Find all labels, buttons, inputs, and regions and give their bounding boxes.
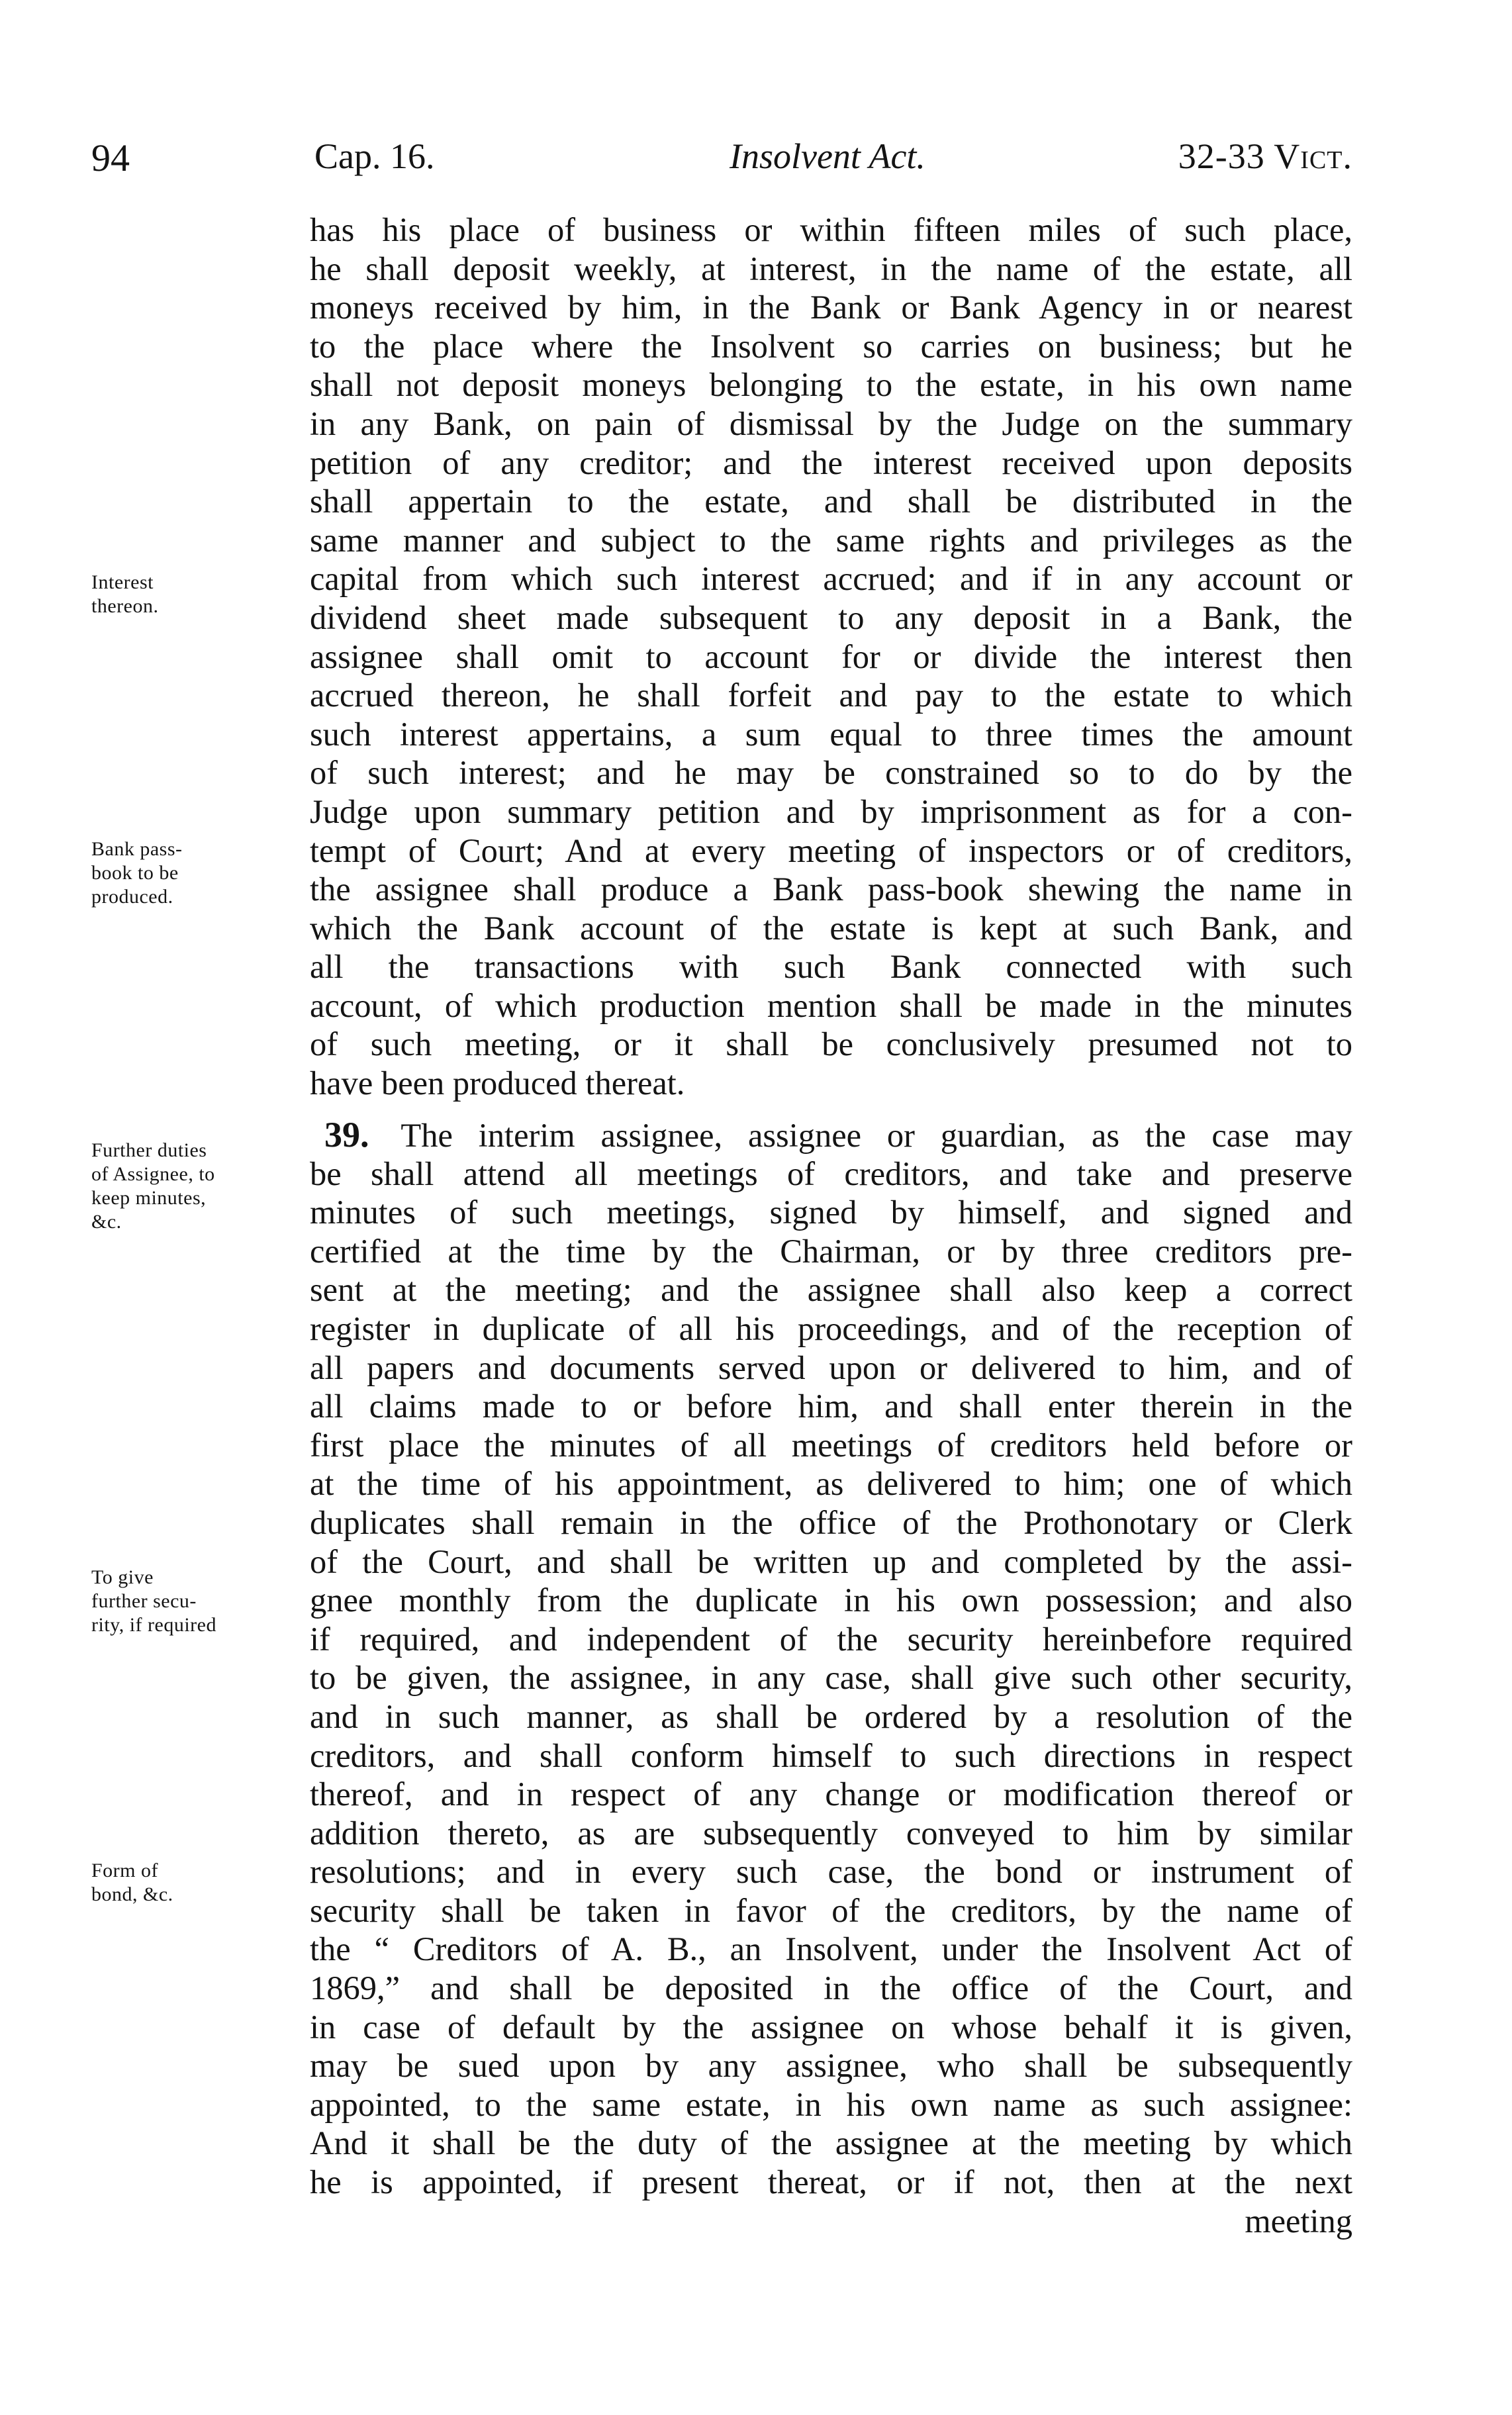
text-line: the assignee shall produce a Bank pass-book shewing the name in [310, 871, 1352, 908]
text-line: minutes of such meetings, signed by himself, and signed and [310, 1194, 1352, 1231]
text-line: in any Bank, on pain of dismissal by the Judge on the summary [310, 404, 1352, 442]
section-39-first-line [310, 1115, 1352, 1155]
text-line: accrued thereon, he shall forfeit and pay to the estate to which [310, 677, 1352, 714]
text-line: all the transactions with such Bank connected with such [310, 948, 1352, 986]
text-line: he is appointed, if present thereat, or if not, then at the next [310, 2163, 1352, 2201]
section-39-body [310, 1155, 1352, 2202]
text-line: security shall be taken in favor of the creditors, by the name of [310, 1891, 1352, 1929]
text-line: all papers and documents served upon or delivered to him, and of [310, 1349, 1352, 1386]
text-line: first place the minutes of all meetings of creditors held before or [310, 1426, 1352, 1464]
text-line: all claims made to or before him, and shall enter therein in the [310, 1388, 1352, 1425]
page-number: 94 [91, 136, 130, 179]
text-line: to be given, the assignee, in any case, shall give such other security, [310, 1659, 1352, 1697]
margin-note-line: bond, &c. [91, 1883, 173, 1905]
text-line: if required, and independent of the security hereinbefore required [310, 1620, 1352, 1658]
margin-note-line: book to be [91, 862, 179, 884]
margin-note-line: rity, if required [91, 1614, 216, 1636]
text-line: be shall attend all meetings of creditors, and take and preserve [310, 1155, 1352, 1192]
text-line: he shall deposit weekly, at interest, in the name of the estate, all [310, 250, 1352, 287]
chapter-number: Cap. 16. [314, 136, 435, 176]
text-line: has his place of business or within fifteen miles of such place, [310, 211, 1352, 248]
text-line: shall appertain to the estate, and shall be distributed in the [310, 483, 1352, 520]
margin-note-line: To give [91, 1566, 154, 1588]
margin-note-line: thereon. [91, 595, 159, 617]
text-line: and in such manner, as shall be ordered by a resolution of the [310, 1697, 1352, 1735]
text-line: of such interest; and he may be constrained so to do by the [310, 754, 1352, 792]
text-line: And it shall be the duty of the assignee at the meeting by which [310, 2124, 1352, 2162]
text-line: resolutions; and in every such case, the bond or instrument of [310, 1853, 1352, 1891]
text-line: gnee monthly from the duplicate in his own possession; and also [310, 1582, 1352, 1619]
margin-note-line: further secu- [91, 1590, 197, 1612]
text-line: account, of which production mention shall be made in the minutes [310, 986, 1352, 1024]
margin-note-line: of Assignee, to [91, 1163, 215, 1185]
margin-note-line: keep minutes, [91, 1187, 207, 1209]
text-line: thereof, and in respect of any change or modification thereof or [310, 1776, 1352, 1813]
text-line: petition of any creditor; and the interest received upon deposits [310, 444, 1352, 481]
section-39 [310, 1115, 1352, 2240]
text-line: of such meeting, or it shall be conclusively presumed not to [310, 1025, 1352, 1063]
text-line: assignee shall omit to account for or divide the interest then [310, 638, 1352, 675]
catchword: meeting [1245, 2202, 1352, 2240]
margin-note-bond [91, 1859, 310, 1907]
text-line: sent at the meeting; and the assignee shall also keep a correct [310, 1271, 1352, 1309]
text-line: creditors, and shall conform himself to such directions in respect [310, 1736, 1352, 1774]
text-line: dividend sheet made subsequent to any deposit in a Bank, the [310, 598, 1352, 636]
text-line: Judge upon summary petition and by imprisonment as for a con- [310, 792, 1352, 830]
margin-note-line: Bank pass- [91, 838, 183, 860]
margin-note-interest [91, 571, 310, 618]
section-39-opening-text: The interim assignee, assignee or guardian, as the case may [401, 1117, 1352, 1154]
text-line: duplicates shall remain in the office of the Prothonotary or Clerk [310, 1503, 1352, 1541]
text-line: which the Bank account of the estate is kept at such Bank, and [310, 909, 1352, 947]
text-line: to the place where the Insolvent so carries on business; but he [310, 327, 1352, 365]
margin-note-further-duties [91, 1139, 310, 1234]
paragraph-bank-deposits [310, 211, 1352, 1103]
margin-note-security [91, 1566, 310, 1637]
margin-note-line: produced. [91, 886, 173, 908]
margin-note-line: Further duties [91, 1139, 207, 1161]
margin-note-line: Interest [91, 571, 154, 593]
section-number: 39. [324, 1115, 369, 1155]
text-line: tempt of Court; And at every meeting of inspectors or of creditors, [310, 831, 1352, 869]
text-line: may be sued upon by any assignee, who shall be subsequently [310, 2047, 1352, 2085]
text-line: moneys received by him, in the Bank or Bank Agency in or nearest [310, 289, 1352, 326]
margin-note-passbook [91, 837, 310, 909]
regnal-year: 32-33 Vict. [1178, 136, 1352, 176]
text-line: addition thereto, as are subsequently conveyed to him by similar [310, 1814, 1352, 1852]
text-line: have been produced thereat. [310, 1065, 685, 1102]
margin-note-line: &c. [91, 1211, 122, 1233]
text-line: the “ Creditors of A. B., an Insolvent, under the Insolvent Act of [310, 1930, 1352, 1968]
text-line: shall not deposit moneys belonging to the estate, in his own name [310, 366, 1352, 404]
text-line: appointed, to the same estate, in his own name as such assignee: [310, 2085, 1352, 2123]
margin-note-line: Form of [91, 1860, 158, 1881]
text-line: 1869,” and shall be deposited in the office of the Court, and [310, 1969, 1352, 2007]
text-line: at the time of his appointment, as delivered to him; one of which [310, 1465, 1352, 1503]
text-line: register in duplicate of all his proceedings, and of the reception of [310, 1309, 1352, 1347]
act-title: Insolvent Act. [730, 136, 925, 176]
running-header [91, 136, 1352, 189]
text-line: of the Court, and shall be written up and completed by the assi- [310, 1542, 1352, 1580]
text-line: capital from which such interest accrued; and if in any account or [310, 560, 1352, 598]
text-line: same manner and subject to the same rights and privileges as the [310, 521, 1352, 559]
text-line: in case of default by the assignee on whose behalf it is given, [310, 2008, 1352, 2046]
text-line: such interest appertains, a sum equal to three times the amount [310, 715, 1352, 753]
text-line: certified at the time by the Chairman, or by three creditors pre- [310, 1232, 1352, 1270]
